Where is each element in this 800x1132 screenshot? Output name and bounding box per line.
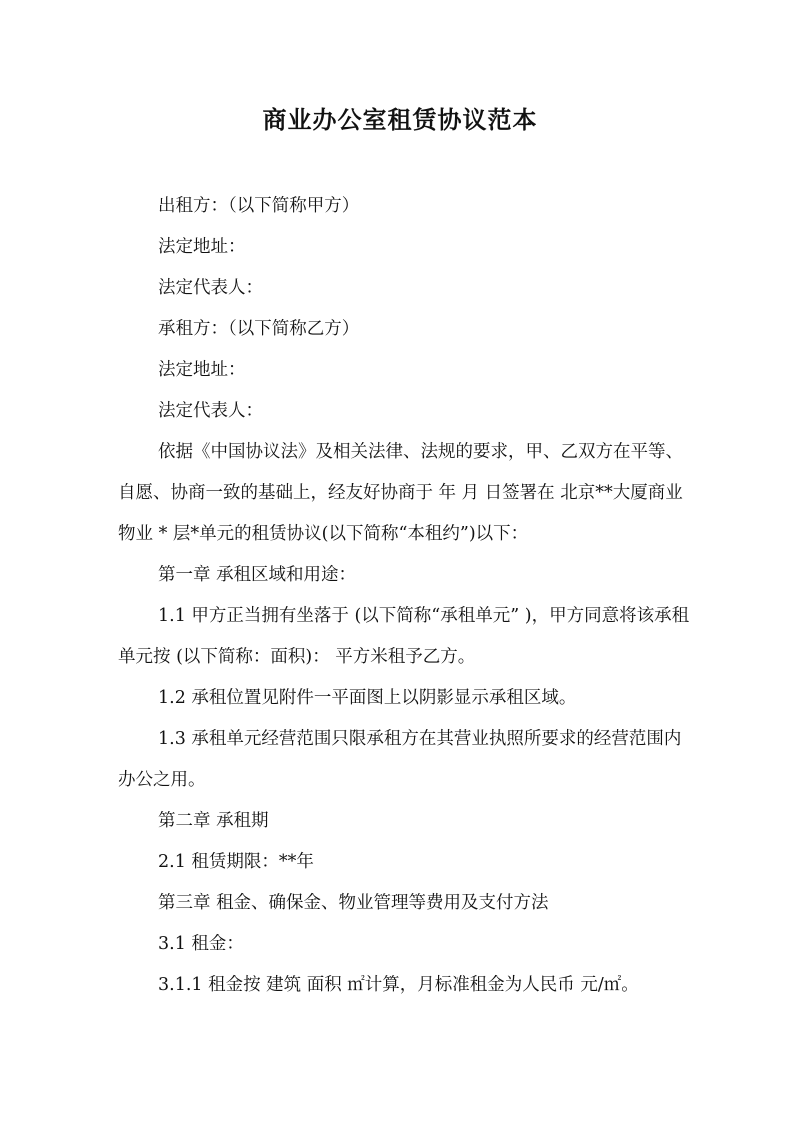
chapter-3-heading: 第三章 租金、确保金、物业管理等费用及支付方法 <box>158 893 549 913</box>
clause-2-1: 2.1 租赁期限：**年 <box>158 852 314 872</box>
clause-1-3: 1.3 承租单元经营范围只限承租方在其营业执照所要求的经营范围内办公之用。 <box>118 729 682 790</box>
clause-3-1: 3.1 租金： <box>158 934 244 954</box>
paragraph-lessor-representative: 法定代表人： <box>158 278 263 298</box>
clause-3-1-1: 3.1.1 租金按 建筑 面积 ㎡计算，月标准租金为人民币 元/㎡。 <box>158 975 639 995</box>
paragraph-lessor: 出租方：（以下简称甲方） <box>158 196 360 216</box>
document-body <box>118 186 692 1006</box>
chapter-2-heading: 第二章 承租期 <box>158 811 269 831</box>
document-title: 商业办公室租赁协议范本 <box>262 105 538 134</box>
paragraph-lessee-address: 法定地址： <box>158 360 246 380</box>
clause-1-1: 1.1 甲方正当拥有坐落于 (以下简称“承租单元” )，甲方同意将该承租单元按 (以下简称：面积)： 平方米租予乙方。 <box>118 606 690 667</box>
chapter-1-heading: 第一章 承租区域和用途： <box>158 565 357 585</box>
paragraph-lessee-representative: 法定代表人： <box>158 401 263 421</box>
paragraph-lessor-address: 法定地址： <box>158 237 246 257</box>
clause-1-2: 1.2 承租位置见附件一平面图上以阴影显示承租区域。 <box>158 688 577 708</box>
paragraph-preamble: 依据《中国协议法》及相关法律、法规的要求，甲、乙双方在平等、自愿、协商一致的基础上，经友好协商于 年 月 日签署在 北京**大厦商业物业 * 层*单元的租赁协议(以下简称“本租约”)以下： <box>118 442 683 544</box>
paragraph-lessee: 承租方：（以下简称乙方） <box>158 319 360 339</box>
